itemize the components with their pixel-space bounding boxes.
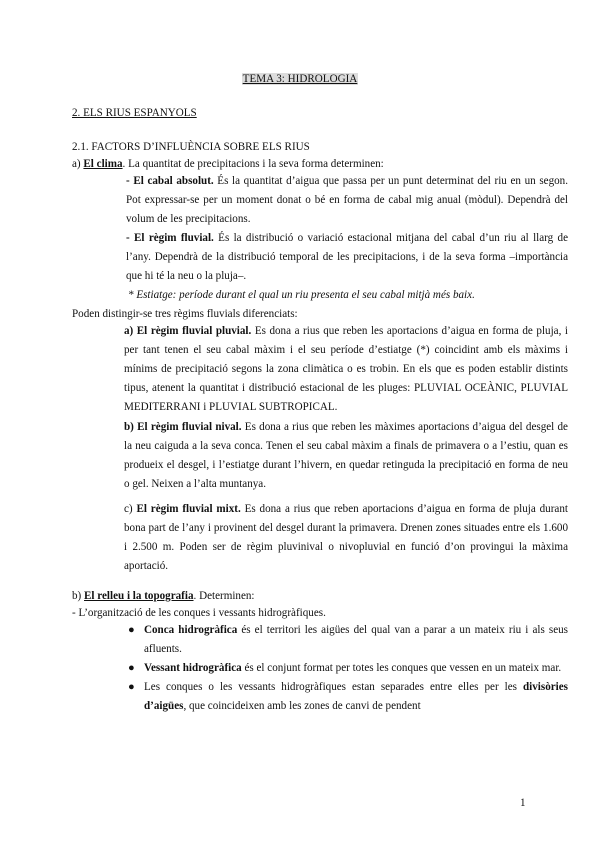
- conques-bullet-list: [128, 621, 568, 716]
- regim-pluvial-paragraph: a) El règim fluvial pluvial. Es dona a rius que reben les aportacions d’aigua en forma de pluja, i per tant tenen el seu cabal màxim i el seu període d’estiatge (*) coincidint amb els màxims i mínims de precipitació segons la zona climàtica o es trobin. En els que es poden establir distints tipus, atenent la quantitat i distribució estacional de les pluges: PLUVIAL OCEÀNIC, PLUVIAL MEDITERRANI i PLUVIAL SUBTROPICAL.: [124, 325, 568, 413]
- list-item: ● Vessant hidrogràfica és el conjunt format per totes les conques que vessen en un mateix mar.: [128, 659, 568, 678]
- list-item: ● Les conques o les vessants hidrogràfiques estan separades entre elles per les divisòries d’aigües, que coincideixen amb les zones de canvi de pendent: [128, 678, 568, 716]
- bullet-icon: ●: [128, 662, 135, 674]
- subsection-heading: 2.1. FACTORS D’INFLUÈNCIA SOBRE ELS RIUS: [72, 141, 310, 153]
- regims-intro: Poden distingir-se tres règims fluvials diferenciats:: [72, 308, 298, 320]
- regim-mixt-paragraph: c) El règim fluvial mixt. Es dona a rius que reben aportacions d’aigua en forma de pluja durant bona part de l’any i provinent del desgel durant la primavera. Drenen zones situades entre els 1.600 i 2.500 m. Poden ser de règim pluvinival o nivopluvial en funció d’on provingui la màxima aportació.: [124, 503, 568, 572]
- clima-block: [126, 172, 568, 305]
- cabal-absolut-paragraph: - El cabal absolut. És la quantitat d’aigua que passa per un punt determinat del riu en un segon. Pot expressar-se per un moment donat o bé en forma de cabal mig anual (mòdul). Dependrà del volum de les precipitacions.: [126, 175, 568, 225]
- regim-fluvial-paragraph: - El règim fluvial. És la distribució o variació estacional mitjana del cabal d’un riu al llarg de l’any. Dependrà de la distribució temporal de les precipitacions, i de la seva forma –importància que hi té la neu o la pluja–.: [126, 232, 568, 282]
- conques-line: - L’organització de les conques i vessants hidrogràfiques.: [72, 607, 326, 619]
- list-item: ● Conca hidrogràfica és el territori les aigües del qual van a parar a un mateix riu i als seus afluents.: [128, 621, 568, 659]
- estiatge-note: * Estiatge: període durant el qual un riu presenta el seu cabal mitjà més baix.: [128, 289, 475, 301]
- bullet-icon: ●: [128, 624, 135, 636]
- document-title: TEMA 3: HIDROLOGIA: [242, 73, 358, 85]
- clima-heading: a) El clima. La quantitat de precipitacions i la seva forma determinen:: [72, 158, 384, 170]
- page-number: 1: [520, 797, 526, 809]
- section-heading: 2. ELS RIUS ESPANYOLS: [72, 107, 197, 119]
- bullet-icon: ●: [128, 681, 135, 693]
- relleu-heading: b) El relleu i la topografia. Determinen:: [72, 590, 255, 602]
- regim-nival-paragraph: b) El règim fluvial nival. Es dona a rius que reben les màximes aportacions d’aigua del desgel de la neu caiguda a la seva conca. Tenen el seu cabal màxim a finals de primavera o a l’estiu, quan es produeix el desgel, i l’estiatge durant l’hivern, en quedar retinguda la precipitació en forma de neu o gel. Neixen a l’alta muntanya.: [124, 421, 568, 490]
